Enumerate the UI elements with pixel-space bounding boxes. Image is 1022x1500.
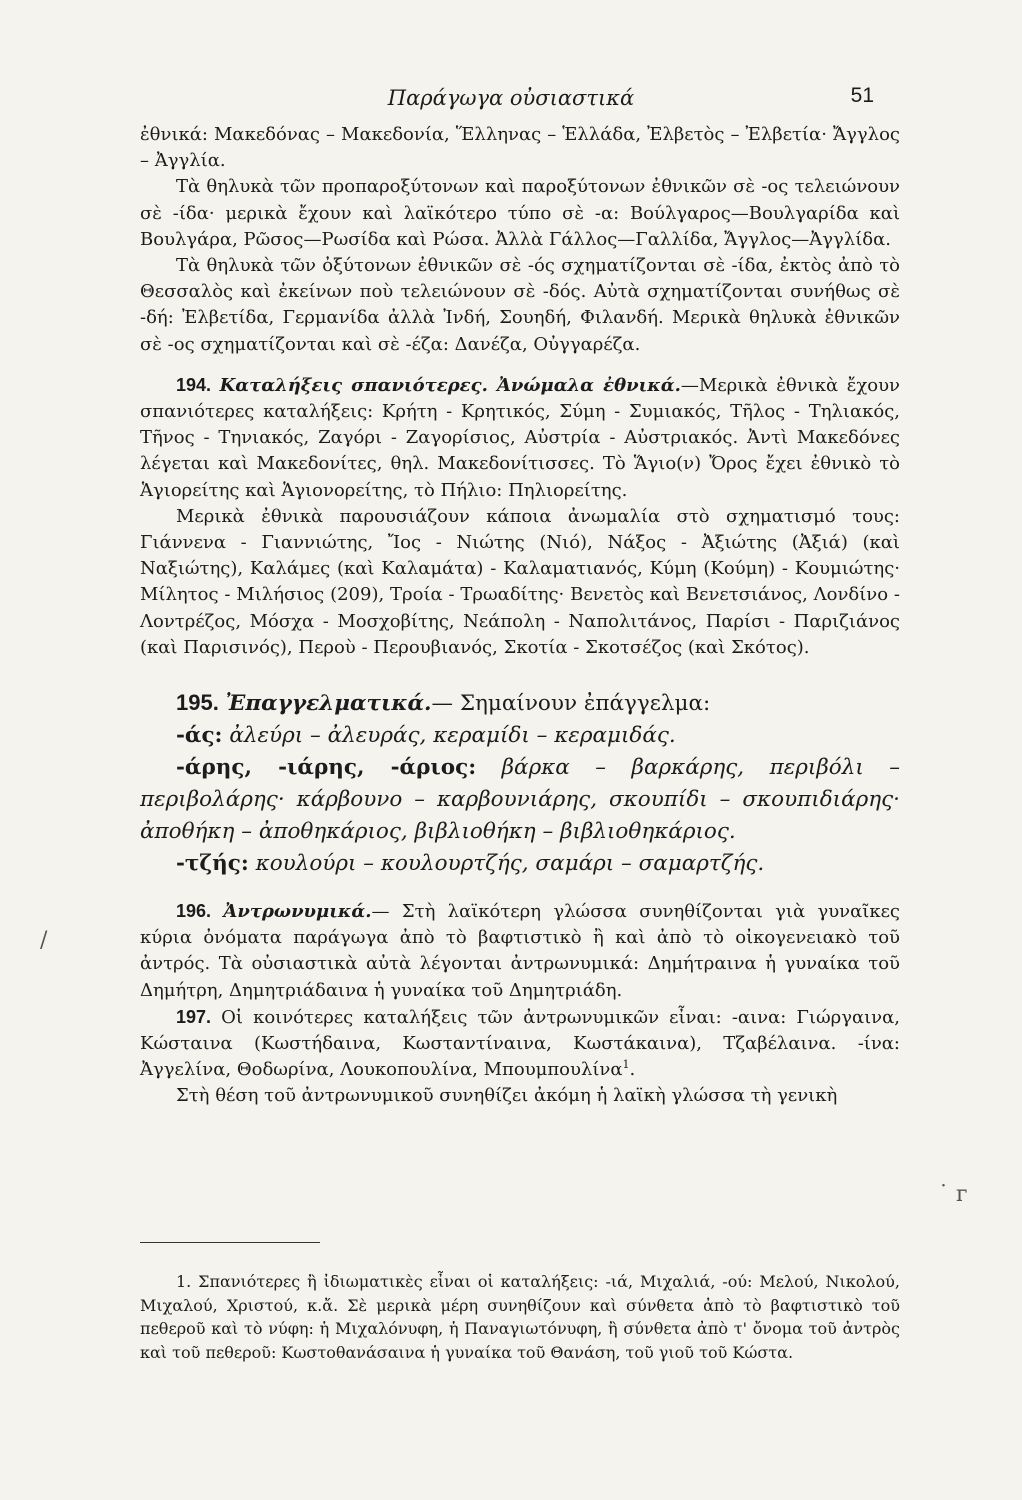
suffix-examples: ἀλεύρι – ἀλευράς, κεραμίδι – κεραμιδάς. [229, 723, 676, 749]
section-text: — Στὴ λαϊκότερη γλώσσα συνηθίζονται γιὰ γυναῖκες κύρια ὀνόματα παράγωγα ἀπὸ τὸ βαφτιστικὸ ἢ καὶ ἀπὸ τὸ οἰκογενειακὸ τοῦ ἀντρός. Τὰ οὐσιαστικὰ αὐτὰ λέγονται ἀντρωνυμικά: Δημήτραινα ἡ γυναίκα τοῦ Δημήτρη, Δημητριάδαινα ἡ γυναίκα τοῦ Δημητριάδη. [140, 901, 900, 1001]
running-header [0, 82, 1022, 116]
section-heading: Ἀντρωνυμικά. [223, 901, 372, 923]
section-heading: Ἐπαγγελματικά. [225, 691, 432, 717]
paragraph-last: Στὴ θέση τοῦ ἀντρωνυμικοῦ συνηθίζει ἀκόμη ἡ λαϊκὴ γλώσσα τὴ γενικὴ [176, 1085, 838, 1107]
page-number: 51 [850, 84, 874, 107]
footnote [140, 1270, 900, 1364]
paragraph-feminine-oxytone: Τὰ θηλυκὰ τῶν ὀξύτονων ἐθνικῶν σὲ -ός σχηματίζονται σὲ -ίδα, ἐκτὸς ἀπὸ τὸ Θεσσαλὸς καὶ ἐκείνων ποὺ τελειώνουν σὲ -δός. Αὐτὰ σχηματίζονται συνήθως σὲ -δή: Ἐλβετίδα, Γερμανίδα ἀλλὰ Ἰνδή, Σουηδή, Φιλανδή. Μερικὰ θηλυκὰ ἐθνικῶν σὲ -ος σχηματίζονται καὶ σὲ -έζα: Δανέζα, Οὐγγαρέζα. [140, 255, 900, 355]
running-title: Παράγωγα οὐσιαστικά [387, 86, 635, 110]
suffix-label: -άρης, -ιάρης, -άριος: [176, 755, 477, 781]
section-number: 195. [176, 690, 219, 716]
section-text: Οἱ κοινότερες καταλήξεις τῶν ἀντρωνυμικῶν εἶναι: -αινα: Γιώργαινα, Κώσταινα (Κωστήδαινα, Κωσταντίναινα, Κωστάκαινα), Τζαβέλαινα. -ίνα: Ἀγγελίνα, Θοδωρίνα, Λουκοπουλίνα, Μπουμπουλίνα [140, 1006, 900, 1081]
footnote-text: 1. Σπανιότερες ἢ ἰδιωματικὲς εἶναι οἱ καταλήξεις: -ιά, Μιχαλιά, -ού: Μελού, Νικολού, Μιχαλού, Χριστού, κ.ἄ. Σὲ μερικὰ μέρη συνηθίζουν καὶ σύνθετα ἀπὸ τὸ βαφτιστικὸ τοῦ πεθεροῦ καὶ τὸ νύφη: ἡ Μιχαλόνυφη, ἡ Παναγιωτόνυφη, ἢ σύνθετα ἀπὸ τ' ὄνομα τοῦ ἀντρὸς καὶ τοῦ πεθεροῦ: Κωστοθανάσαινα ἡ γυναίκα τοῦ Θανάση, τοῦ γιοῦ τοῦ Κώστα. [140, 1272, 900, 1362]
margin-mark: / [40, 928, 48, 953]
footnote-reference[interactable]: 1 [622, 1058, 630, 1072]
paragraph-anomalies: Μερικὰ ἐθνικὰ παρουσιάζουν κάποια ἀνωμαλία στὸ σχηματισμό τους: Γιάννενα - Γιαννιώτης, Ἴος - Νιώτης (Νιό), Νάξος - Ἀξιώτης (Ἀξιά) (καὶ Ναξιώτης), Καλάμες (καὶ Καλαμάτα) - Καλαματιανός, Κύμη (Κούμη) - Κουμιώτης· Μίλητος - Μιλήσιος (209), Τροία - Τρωαδίτης· Βενετὸς καὶ Βενετσιάνος, Λονδίνο - Λοντρέζος, Μόσχα - Μοσχοβίτης, Νεάπολη - Ναπολιτάνος, Παρίσι - Παριζιάνος (καὶ Παρισινός), Περοὺ - Περουβιανός, Σκοτία - Σκοτσέζος (καὶ Σκότος). [140, 505, 900, 658]
suffix-label: -άς: [176, 723, 223, 749]
section-heading: Καταλήξεις σπανιότερες. Ἀνώμαλα ἐθνικά. [219, 374, 681, 396]
sentence-end: . [629, 1059, 636, 1081]
paragraph-feminine-paroxytone: Τὰ θηλυκὰ τῶν προπαροξύτονων καὶ παροξύτονων ἐθνικῶν σὲ -ος τελειώνουν σὲ -ίδα· μερικὰ ἔχουν καὶ λαϊκότερο τύπο σὲ -α: Βούλγαρος—Βουλγαρίδα καὶ Βουλγάρα, Ρῶσος—Ρωσίδα καὶ Ρώσα. Ἀλλὰ Γάλλος—Γαλλίδα, Ἄγγλος—Ἀγγλίδα. [140, 176, 900, 250]
section-number: 196. [176, 901, 212, 922]
section-number: 194. [176, 374, 212, 395]
section-intro: — Σημαίνουν ἐπάγγελμα: [431, 691, 711, 717]
section-195 [140, 687, 900, 880]
section-197 [140, 1004, 900, 1084]
section-196 [140, 898, 900, 1004]
section-number: 197. [176, 1006, 212, 1027]
section-text: —Μερικὰ ἐθνικὰ ἔχουν σπανιότερες καταλήξεις: Κρήτη - Κρητικός, Σύμη - Συμιακός, Τῆλος - Τηλιακός, Τῆνος - Τηνιακός, Ζαγόρι - Ζαγορίσιος, Αὐστρία - Αὐστριακός. Ἀντὶ Μακεδόνες λέγεται καὶ Μακεδονίτες, θηλ. Μακεδονίτισσες. Τὸ Ἅγιο(ν) Ὄρος ἔχει ἐθνικὸ τὸ Ἁγιορείτης καὶ Ἁγιονορείτης, τὸ Πήλιο: Πηλιορείτης. [140, 374, 900, 501]
suffix-examples: κουλούρι – κουλουρτζής, σαμάρι – σαμαρτζής. [255, 851, 765, 877]
main-text [140, 122, 900, 1110]
paragraph-ethnika: ἐθνικά: Μακεδόνας – Μακεδονία, Ἕλληνας – Ἑλλάδα, Ἐλβετὸς – Ἐλβετία· Ἄγγλος – Ἀγγλία. [140, 124, 900, 172]
suffix-examples: βάρκα – βαρκάρης, περιβόλι – περιβολάρης· κάρβουνο – καρβουνιάρης, σκουπίδι – σκουπιδιάρης· ἀποθήκη – ἀποθηκάριος, βιβλιοθήκη – βιβλιοθηκάριος. [140, 755, 900, 845]
section-194 [140, 372, 900, 504]
footnote-divider [140, 1242, 320, 1243]
suffix-label: -τζής: [176, 851, 249, 877]
margin-mark: ˙ ᴦ [938, 1182, 968, 1207]
